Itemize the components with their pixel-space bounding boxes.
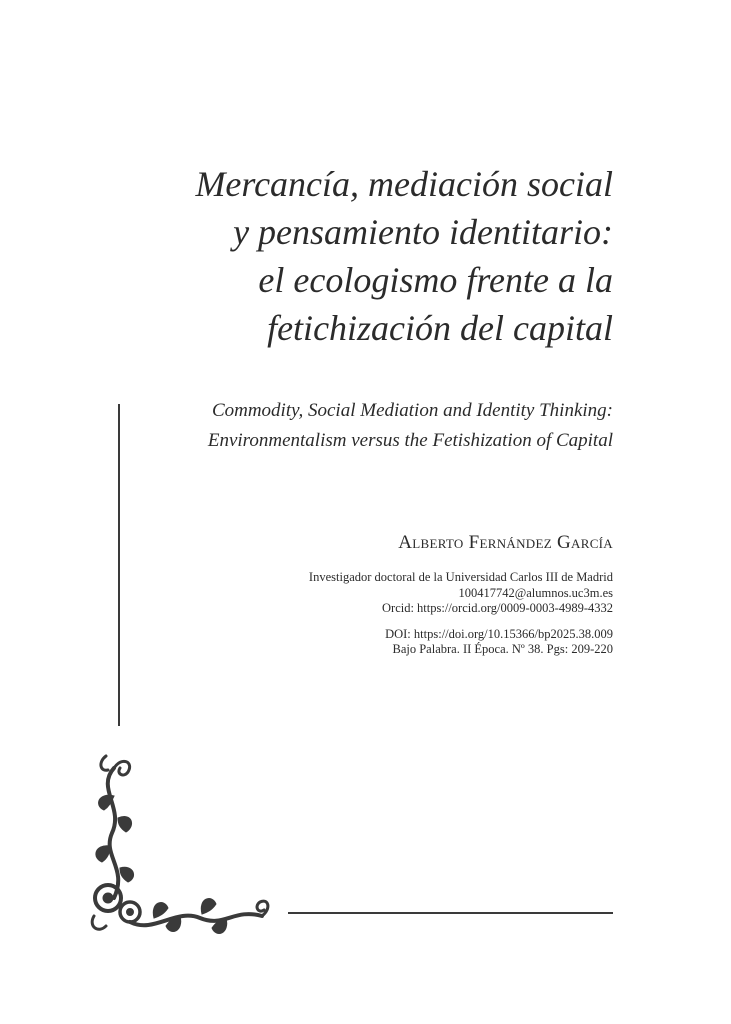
vertical-rule — [118, 404, 120, 726]
author-email: 100417742@alumnos.uc3m.es — [458, 585, 613, 600]
spanish-title — [73, 160, 613, 352]
author-name: Alberto Fernández García — [398, 532, 613, 553]
spanish-title-line-1: Mercancía, mediación social — [195, 164, 613, 204]
floral-flourish-icon — [84, 748, 272, 938]
spanish-title-line-4: fetichización del capital — [267, 308, 613, 348]
spanish-title-line-3: el ecologismo frente a la — [258, 260, 613, 300]
english-title — [93, 396, 613, 456]
english-title-line-1: Commodity, Social Mediation and Identity Thinking: — [211, 400, 613, 421]
author-orcid: Orcid: https://orcid.org/0009-0003-4989-4332 — [382, 601, 613, 615]
author-affiliation: Investigador doctoral de la Universidad Carlos III de Madrid — [308, 570, 613, 584]
author-info-block — [193, 570, 613, 658]
english-title-line-2: Environmentalism versus the Fetishization of Capital — [207, 430, 613, 451]
spanish-title-line-2: y pensamiento identitario: — [233, 212, 613, 252]
horizontal-rule — [288, 912, 613, 914]
journal-citation: Bajo Palabra. II Época. Nº 38. Pgs: 209-220 — [392, 642, 613, 656]
article-doi: DOI: https://doi.org/10.15366/bp2025.38.009 — [385, 626, 613, 641]
